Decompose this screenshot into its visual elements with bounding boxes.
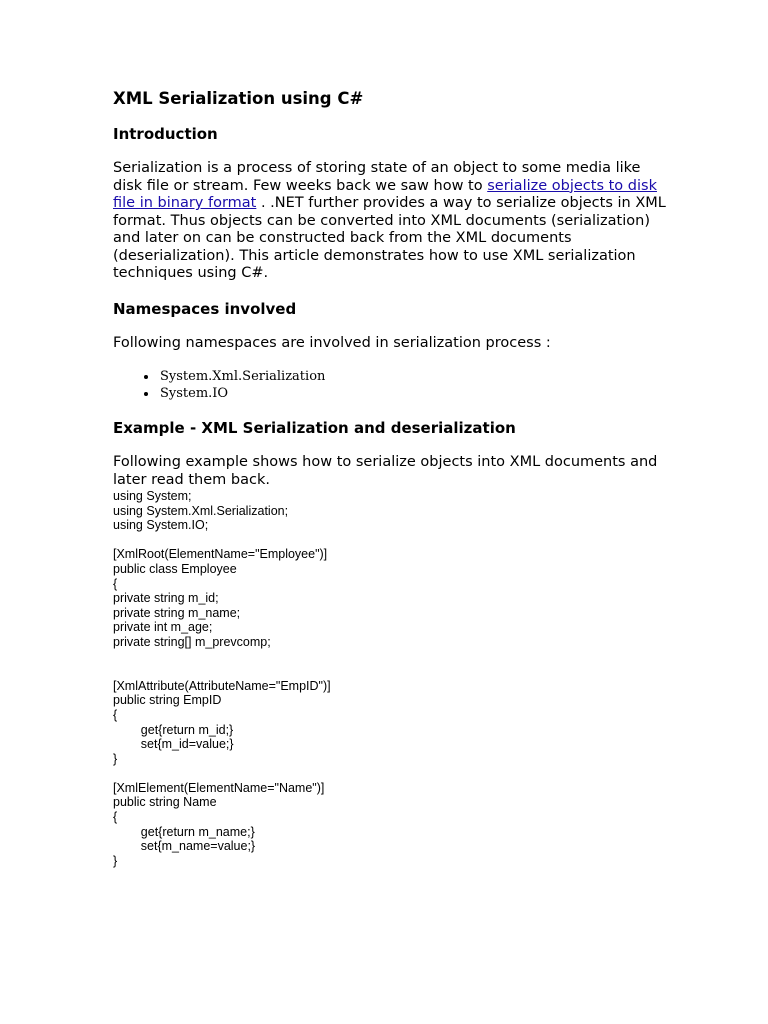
introduction-text-start: Serialization is a process of storing state of an object to some media like disk file or stream. Few weeks back we saw how to: [113, 160, 641, 194]
namespaces-heading: Namespaces involved: [113, 299, 297, 318]
introduction-heading: Introduction: [113, 125, 218, 143]
serialize-binary-link[interactable]: serialize objects to disk file in binary format: [113, 177, 657, 211]
introduction-text-end: . .NET further provides a way to serialize objects in XML format. Thus objects can be converted into XML documents (serialization) and later on can be constructed back from the XML documents (deserialization). This article demonstrates how to use XML serialization techniques using C#.: [113, 195, 666, 281]
example-heading: Example - XML Serialization and deserialization: [113, 419, 516, 437]
list-item: • System.IO: [158, 385, 673, 402]
list-item: • System.Xml.Serialization: [158, 368, 673, 385]
document-title: XML Serialization using C#: [113, 89, 364, 108]
document-page: [113, 88, 673, 868]
namespaces-paragraph: Following namespaces are involved in serialization process :: [113, 334, 551, 351]
introduction-paragraph: [113, 160, 673, 283]
code-listing: using System; using System.Xml.Serialization; using System.IO; [XmlRoot(ElementName="Employee")] public class Employee { private string m_id; private string m_name; private int m_age; private string[] m_prevcomp; [XmlAttribute(AttributeName="EmpID")] public string EmpID { get{return m_id;} set{m_id=value;} } [XmlElement(ElementName="Name")] public string Name { get{return m_name;} set{m_name=value;} }: [113, 489, 331, 868]
namespaces-list: [113, 368, 673, 402]
example-paragraph: Following example shows how to serialize objects into XML documents and later read them back.: [113, 454, 658, 488]
